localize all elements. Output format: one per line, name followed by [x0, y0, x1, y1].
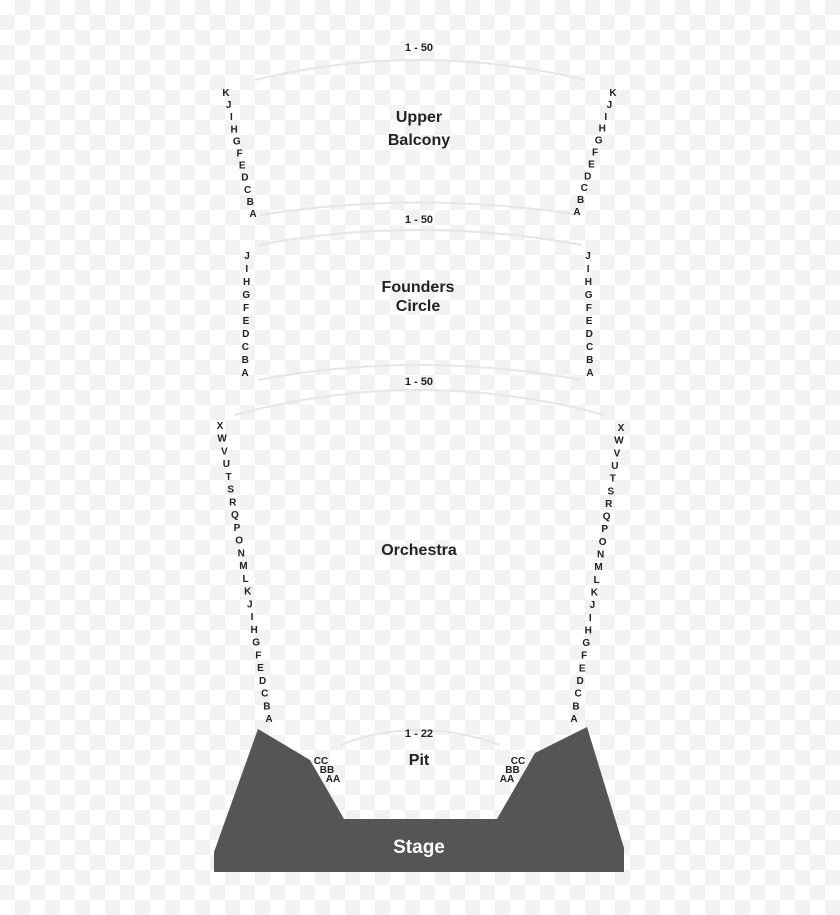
- orchestra-top-arc: [235, 390, 605, 415]
- orchestra-right-row-c: C: [574, 688, 582, 700]
- upper-balcony-right-row-d: D: [584, 171, 592, 183]
- founders-circle-right-row-a: A: [586, 368, 594, 379]
- founders-circle-right-row-g: G: [584, 290, 593, 301]
- orchestra-right-row-w: W: [614, 435, 624, 447]
- founders-circle-label-line1: Founders: [381, 279, 455, 296]
- founders-circle-right-row-c: C: [585, 342, 594, 353]
- upper-balcony-right-row-k: K: [609, 88, 617, 99]
- founders-circle-left-row-d: D: [242, 329, 250, 340]
- orchestra-right-row-g: G: [582, 638, 591, 650]
- pit-range: 1 - 22: [404, 728, 434, 740]
- orchestra-right-row-s: S: [607, 486, 615, 498]
- orchestra-left-row-h: H: [250, 624, 258, 636]
- orchestra-left-row-x: X: [216, 421, 224, 432]
- orchestra-left-row-a: A: [265, 714, 273, 725]
- founders-circle-left-row-c: C: [241, 342, 250, 353]
- orchestra-right-row-a: A: [570, 714, 578, 725]
- orchestra-label: Orchestra: [381, 542, 457, 559]
- upper-balcony-right-row-f: F: [591, 147, 599, 159]
- orchestra-range: 1 - 50: [404, 376, 434, 388]
- orchestra-left-row-e: E: [257, 663, 264, 674]
- section-arcs: [232, 60, 608, 745]
- upper-balcony-right-row-a: A: [573, 207, 581, 218]
- upper-balcony-right-row-i: I: [604, 111, 608, 123]
- orchestra-right-row-j: J: [589, 600, 596, 612]
- orchestra-left-row-l: L: [242, 573, 249, 585]
- orchestra-right-row-m: M: [594, 562, 603, 574]
- orchestra-right-row-k: K: [590, 587, 599, 599]
- founders-circle-right-row-h: H: [584, 277, 593, 288]
- upper-balcony-label-line2: Balcony: [387, 132, 451, 149]
- pit-right-row-bb: BB: [505, 765, 520, 776]
- orchestra-right-row-d: D: [576, 676, 584, 687]
- founders-circle-right-row-j: J: [585, 251, 591, 262]
- orchestra-right-row-o: O: [598, 536, 607, 548]
- founders-circle-left-row-j: J: [244, 251, 250, 262]
- founders-circle-left-row-f: F: [243, 303, 250, 314]
- upper-balcony-left-row-b: B: [246, 196, 254, 208]
- pit-label: Pit: [408, 752, 430, 769]
- upper-balcony-left-row-a: A: [249, 209, 257, 220]
- orchestra-right-row-v: V: [613, 448, 621, 460]
- pit-left-row-aa: AA: [325, 774, 341, 785]
- upper-balcony-right-row-e: E: [588, 159, 595, 171]
- upper-balcony-left-row-h: H: [230, 124, 238, 136]
- orchestra-right-row-e: E: [578, 663, 586, 675]
- orchestra-right-row-u: U: [611, 461, 619, 472]
- orchestra-left-row-v: V: [220, 446, 228, 458]
- orchestra-right-row-r: R: [605, 498, 613, 510]
- pit-left-row-bb: BB: [319, 765, 335, 776]
- founders-circle-top-arc: [258, 230, 582, 245]
- pit-right-row-cc: CC: [510, 756, 526, 767]
- founders-circle-right-row-d: D: [585, 329, 593, 340]
- orchestra-right-row-f: F: [581, 650, 588, 662]
- orchestra-left-row-b: B: [263, 701, 271, 713]
- founders-circle-right-row-f: F: [585, 303, 592, 314]
- orchestra-right-row-t: T: [609, 473, 616, 485]
- upper-balcony-right-row-g: G: [594, 135, 603, 147]
- orchestra-section[interactable]: [381, 376, 457, 559]
- orchestra-left-row-n: N: [237, 548, 245, 560]
- upper-balcony-right-row-b: B: [576, 195, 585, 207]
- upper-balcony-left-row-g: G: [232, 136, 241, 148]
- orchestra-left-row-i: I: [250, 612, 254, 624]
- upper-balcony-right-row-c: C: [580, 183, 588, 195]
- stage-label: Stage: [393, 837, 445, 858]
- orchestra-left-row-u: U: [222, 459, 231, 471]
- upper-balcony-left-row-i: I: [230, 112, 233, 124]
- orchestra-right-row-b: B: [572, 701, 580, 713]
- upper-balcony-left-row-f: F: [236, 148, 243, 160]
- founders-circle-left-row-e: E: [242, 316, 250, 327]
- founders-circle-right-row-i: I: [586, 264, 590, 275]
- orchestra-left-row-p: P: [233, 522, 241, 534]
- orchestra-left-row-j: J: [247, 599, 253, 611]
- orchestra-right-row-h: H: [584, 625, 592, 637]
- orchestra-left-row-s: S: [227, 484, 235, 496]
- orchestra-right-row-n: N: [596, 549, 605, 561]
- orchestra-left-row-m: M: [239, 561, 248, 573]
- upper-balcony-left-row-d: D: [241, 172, 249, 184]
- upper-balcony-left-row-c: C: [243, 184, 252, 196]
- upper-balcony-range: 1 - 50: [404, 42, 434, 54]
- founders-circle-right-row-b: B: [586, 355, 594, 366]
- orchestra-right-row-q: Q: [602, 511, 611, 523]
- founders-circle-range: 1 - 50: [404, 214, 434, 226]
- upper-balcony-right-row-h: H: [598, 123, 606, 135]
- orchestra-left-row-d: D: [258, 675, 267, 687]
- orchestra-left-row-f: F: [255, 650, 262, 662]
- founders-circle-left-row-a: A: [241, 368, 249, 379]
- orchestra-left-row-g: G: [252, 637, 261, 649]
- orchestra-left-row-w: W: [217, 433, 227, 445]
- founders-circle-label-line2: Circle: [395, 298, 441, 315]
- founders-circle-left-row-i: I: [245, 264, 249, 275]
- orchestra-left-row-o: O: [235, 535, 244, 547]
- pit-section[interactable]: [405, 728, 433, 769]
- founders-circle-left-row-h: H: [242, 277, 251, 288]
- upper-balcony-label-line1: Upper: [395, 109, 443, 126]
- orchestra-right-row-x: X: [617, 423, 625, 434]
- orchestra-right-row-p: P: [601, 524, 609, 536]
- upper-balcony-right-row-j: J: [606, 99, 613, 111]
- founders-circle-right-row-e: E: [585, 316, 593, 327]
- founders-circle-left-row-b: B: [241, 355, 249, 366]
- upper-balcony-left-row-e: E: [238, 160, 246, 172]
- upper-balcony-section[interactable]: [388, 42, 450, 149]
- orchestra-left-row-c: C: [261, 688, 269, 700]
- upper-balcony-top-arc: [255, 60, 585, 80]
- upper-balcony-left-row-k: K: [222, 88, 230, 99]
- orchestra-left-row-r: R: [229, 497, 237, 509]
- founders-circle-left-row-g: G: [242, 290, 251, 301]
- pit-left-row-cc: CC: [313, 756, 329, 767]
- upper-balcony-left-row-j: J: [225, 100, 232, 112]
- orchestra-right-row-i: I: [588, 612, 592, 624]
- pit-right-row-aa: AA: [499, 774, 515, 785]
- orchestra-left-row-t: T: [225, 472, 232, 483]
- orchestra-left-row-k: K: [244, 586, 252, 598]
- row-letters: [217, 88, 625, 785]
- orchestra-left-row-q: Q: [231, 510, 239, 522]
- orchestra-right-row-l: L: [593, 574, 600, 586]
